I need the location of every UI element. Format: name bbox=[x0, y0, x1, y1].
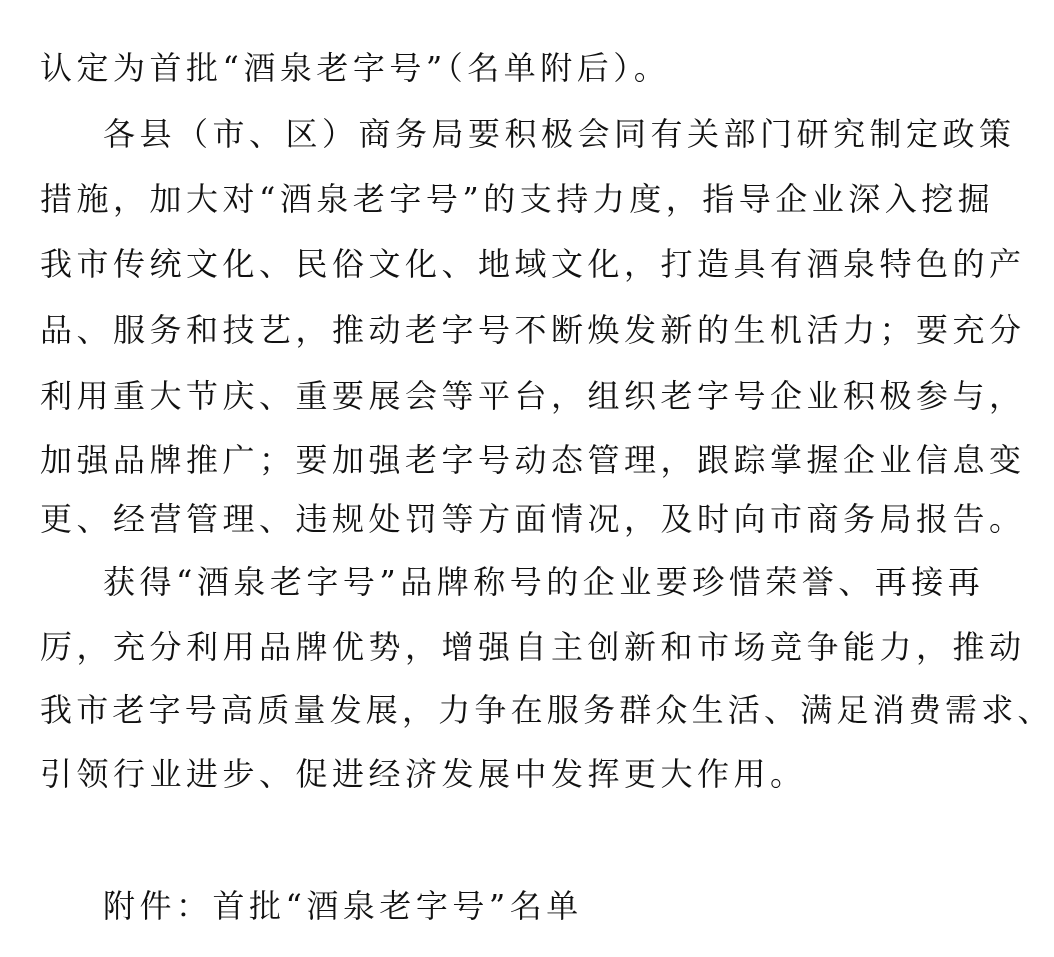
paragraph-2-line-4: 品、服务和技艺，推动老字号不断焕发新的生机活力；要充分 bbox=[40, 311, 1026, 349]
paragraph-3-line-4: 引领行业进步、促进经济发展中发挥更大作用。 bbox=[40, 755, 807, 793]
paragraph-2-line-7: 更、经营管理、违规处罚等方面情况，及时向市商务局报告。 bbox=[40, 500, 1026, 538]
paragraph-1-line-1: 认定为首批“酒泉老字号”（名单附后）。 bbox=[40, 49, 671, 87]
paragraph-2-line-3: 我市传统文化、民俗文化、地域文化，打造具有酒泉特色的产 bbox=[40, 245, 1026, 283]
paragraph-3-line-3: 我市老字号高质量发展，力争在服务群众生活、满足消费需求、 bbox=[40, 691, 1054, 729]
paragraph-3-line-2: 厉，充分利用品牌优势，增强自主创新和市场竞争能力，推动 bbox=[40, 628, 1026, 666]
paragraph-2-line-2: 措施，加大对“酒泉老字号”的支持力度，指导企业深入挖掘 bbox=[40, 180, 995, 218]
paragraph-2-line-6: 加强品牌推广；要加强老字号动态管理，跟踪掌握企业信息变 bbox=[40, 441, 1026, 479]
paragraph-2-line-1: 各县（市、区）商务局要积极会同有关部门研究制定政策 bbox=[103, 115, 1016, 153]
paragraph-2-line-5: 利用重大节庆、重要展会等平台，组织老字号企业积极参与， bbox=[40, 377, 1026, 415]
attachment-note: 附件：首批“酒泉老字号”名单 bbox=[103, 887, 583, 925]
paragraph-3-line-1: 获得“酒泉老字号”品牌称号的企业要珍惜荣誉、再接再 bbox=[103, 563, 985, 601]
